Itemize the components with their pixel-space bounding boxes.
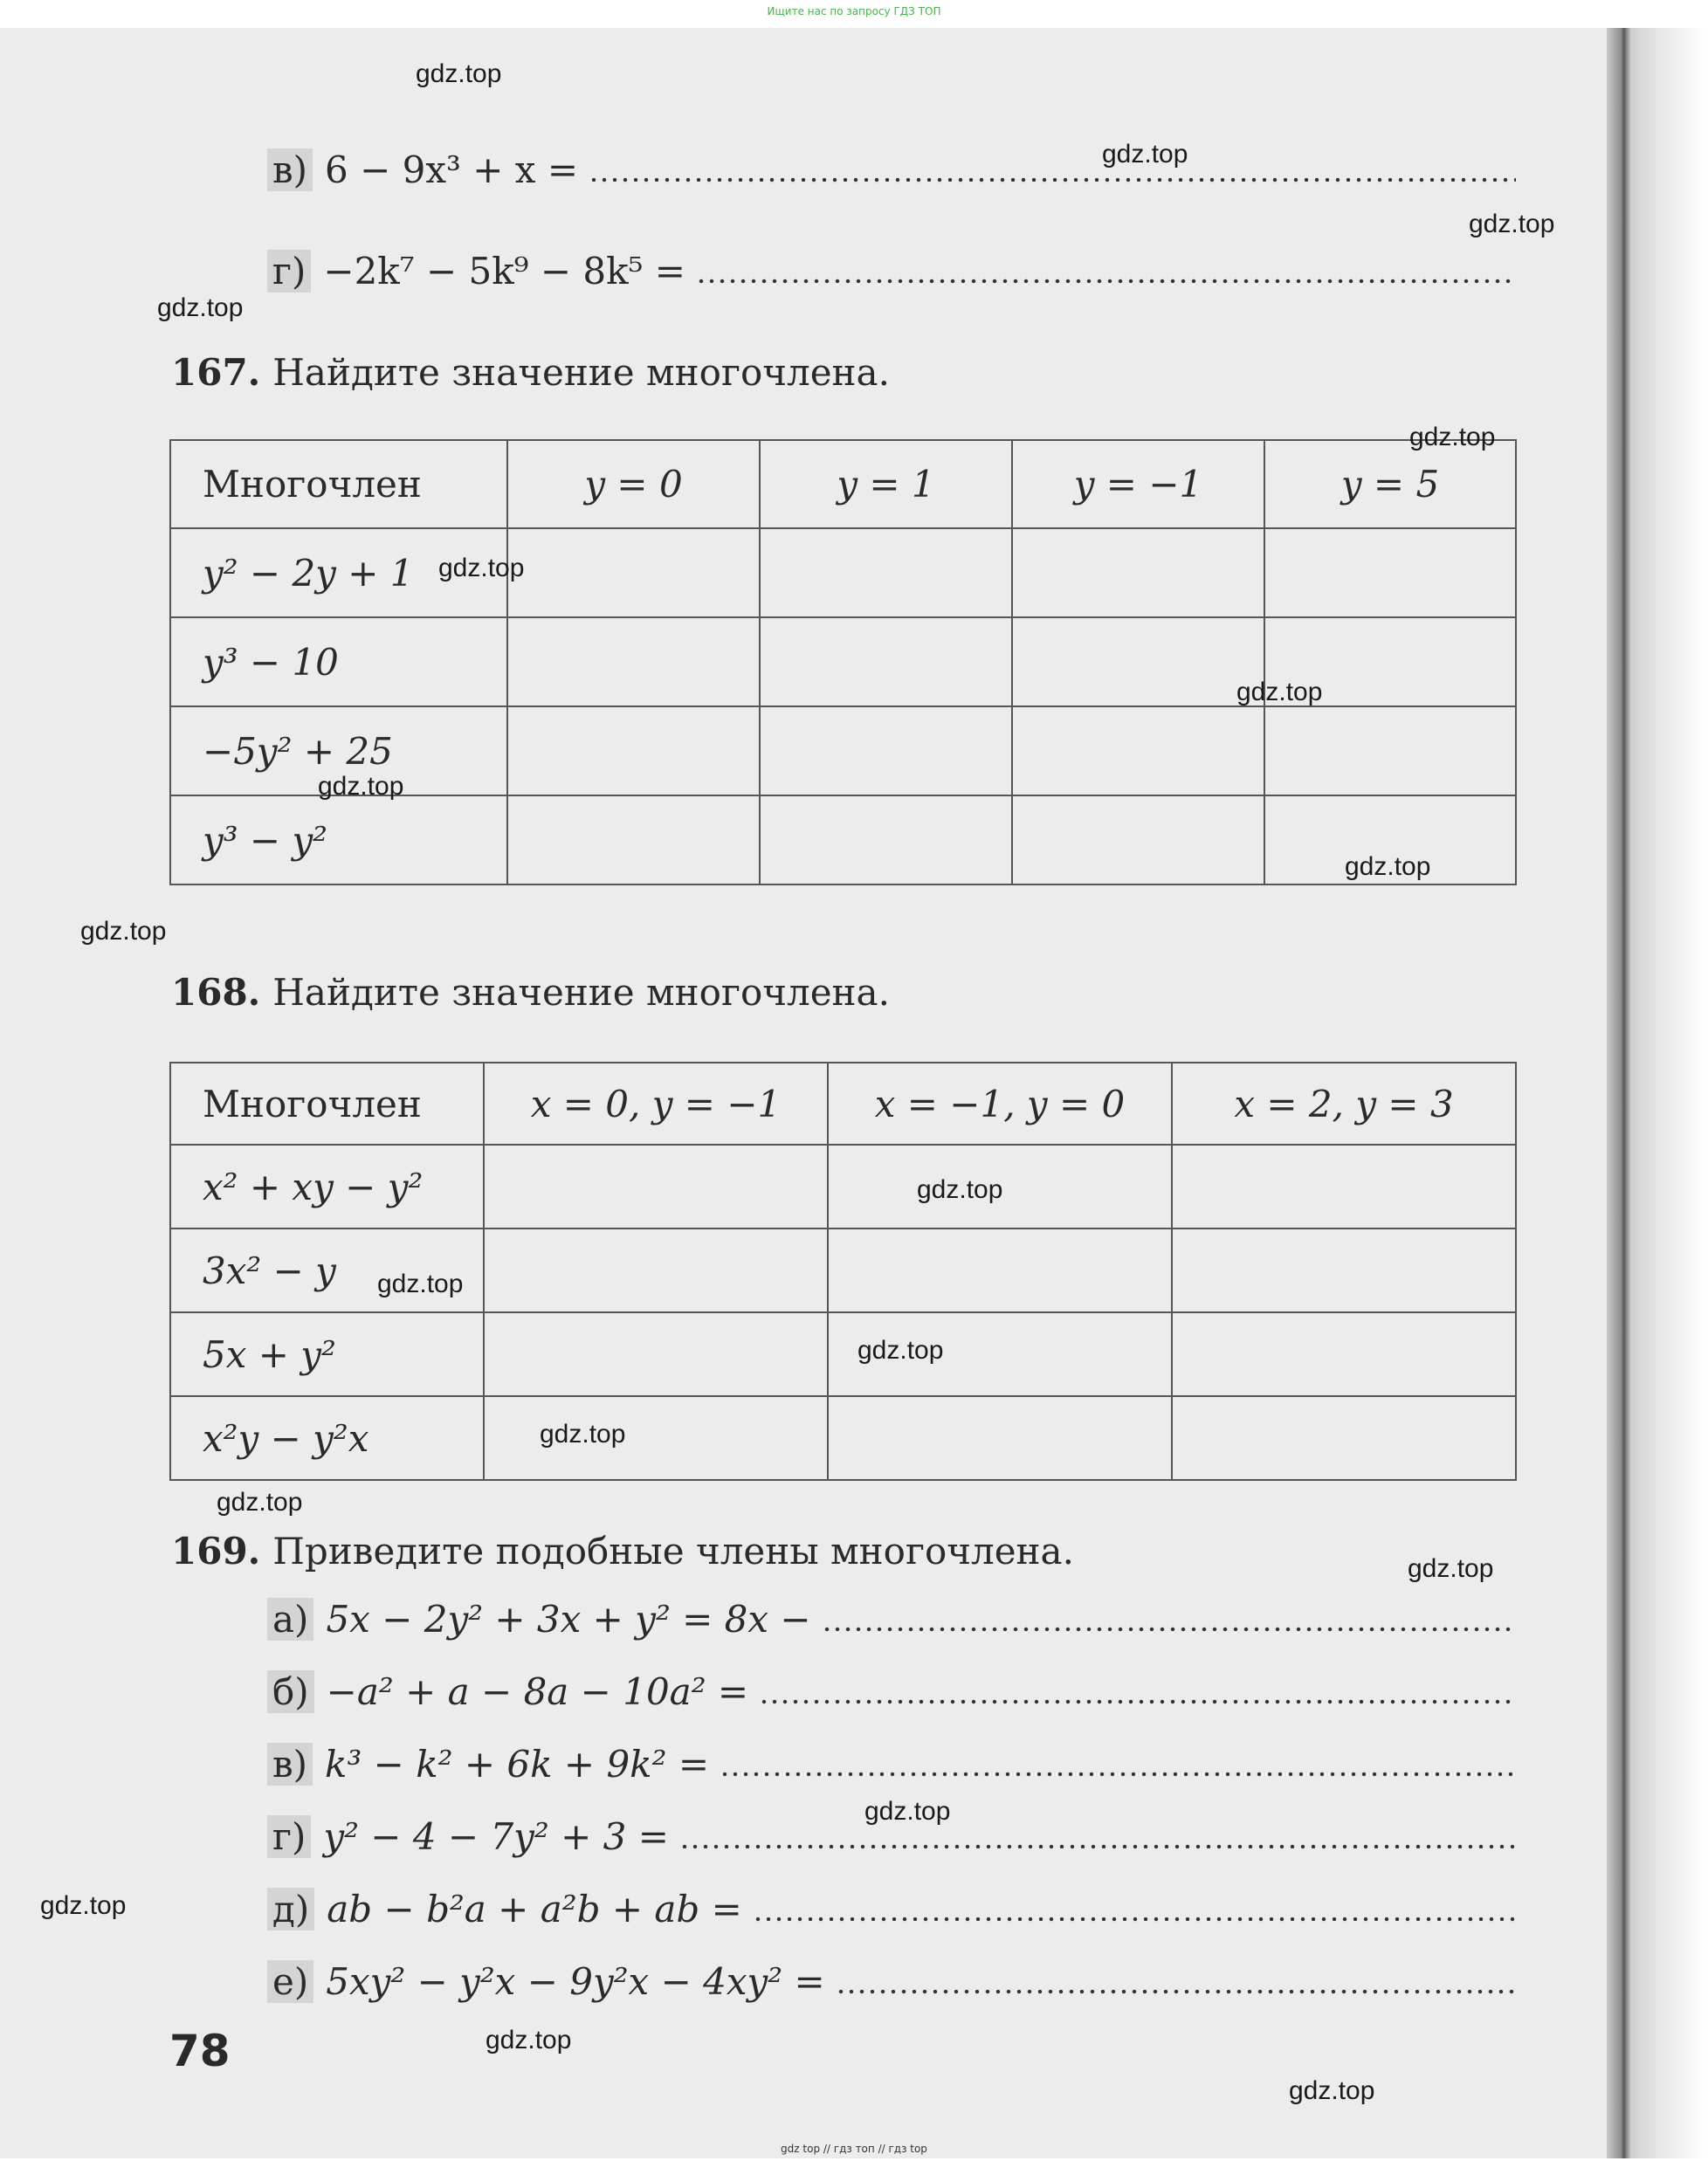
top-banner: Ищите нас по запросу ГДЗ ТОП — [767, 5, 941, 17]
header-cell: y = −1 — [1012, 440, 1264, 528]
item-label: г) — [267, 250, 311, 293]
watermark: gdz.top — [40, 1891, 127, 1920]
task-number: 167. — [171, 351, 261, 394]
task-number: 169. — [171, 1530, 261, 1573]
answer-cell[interactable] — [1264, 706, 1516, 795]
watermark: gdz.top — [1469, 210, 1555, 238]
answer-cell[interactable] — [484, 1145, 828, 1229]
watermark: gdz.top — [438, 554, 525, 582]
answer-cell[interactable] — [1012, 706, 1264, 795]
item-label: а) — [267, 1598, 313, 1641]
task-169-item-v — [267, 1743, 1516, 1786]
answer-cell[interactable] — [1172, 1396, 1516, 1480]
table-row — [170, 1229, 1516, 1312]
task-169-item-a — [267, 1598, 1516, 1641]
bottom-banner: gdz top // гдз топ // гдз top — [781, 2143, 927, 2155]
page-gutter — [1607, 28, 1708, 2158]
watermark: gdz.top — [80, 917, 167, 946]
answer-cell[interactable] — [1172, 1312, 1516, 1396]
item-label: в) — [267, 1743, 313, 1786]
item-expression: −a² + a − 8a − 10a² = — [326, 1670, 749, 1713]
polynomial-cell: 5x + y² — [170, 1312, 484, 1396]
item-expression: −2k⁷ − 5k⁹ − 8k⁵ = — [323, 250, 685, 293]
answer-cell[interactable] — [760, 528, 1012, 617]
table-header-row — [170, 1063, 1516, 1145]
answer-cell[interactable] — [1172, 1145, 1516, 1229]
item-expression: k³ − k² + 6k + 9k² = — [325, 1743, 710, 1786]
table-row — [170, 528, 1516, 617]
task-169-item-b — [267, 1670, 1516, 1713]
item-label: е) — [267, 1960, 313, 2003]
watermark: gdz.top — [157, 293, 244, 322]
task-text: Найдите значение многочлена. — [272, 971, 890, 1014]
table-row — [170, 1312, 1516, 1396]
item-expression: 5x − 2y² + 3x + y² = 8x − — [326, 1598, 811, 1641]
item-expression: ab − b²a + a²b + ab = — [327, 1888, 742, 1931]
watermark: gdz.top — [217, 1488, 303, 1517]
answer-cell[interactable] — [1012, 795, 1264, 884]
answer-cell[interactable] — [1012, 528, 1264, 617]
watermark: gdz.top — [1345, 852, 1431, 881]
header-cell: x = −1, y = 0 — [828, 1063, 1172, 1145]
answer-cell[interactable] — [507, 706, 760, 795]
polynomial-cell: −5y² + 25 — [170, 706, 507, 795]
answer-dots[interactable] — [720, 1772, 1516, 1777]
answer-dots — [589, 177, 1516, 182]
prev-item-v — [267, 148, 1516, 191]
task-167-heading — [171, 351, 890, 394]
answer-cell[interactable] — [484, 1312, 828, 1396]
header-cell: Многочлен — [170, 1063, 484, 1145]
task-number: 168. — [171, 971, 261, 1014]
polynomial-cell: x² + xy − y² — [170, 1145, 484, 1229]
polynomial-cell: y³ − y² — [170, 795, 507, 884]
task-169-heading — [171, 1530, 1074, 1573]
table-header-row — [170, 440, 1516, 528]
answer-cell[interactable] — [1012, 617, 1264, 706]
task-text: Приведите подобные члены многочлена. — [272, 1530, 1074, 1573]
answer-dots[interactable] — [836, 1989, 1516, 1994]
prev-item-g — [267, 250, 1516, 293]
answer-cell[interactable] — [1172, 1229, 1516, 1312]
polynomial-cell: y³ − 10 — [170, 617, 507, 706]
task-text: Найдите значение многочлена. — [272, 351, 890, 394]
watermark: gdz.top — [864, 1797, 951, 1826]
watermark: gdz.top — [486, 2026, 572, 2054]
task-168-heading — [171, 971, 890, 1014]
watermark: gdz.top — [1409, 423, 1496, 451]
answer-cell[interactable] — [507, 617, 760, 706]
answer-cell[interactable] — [507, 795, 760, 884]
answer-cell[interactable] — [828, 1229, 1172, 1312]
page-number: 78 — [169, 2026, 231, 2076]
header-cell: Многочлен — [170, 440, 507, 528]
answer-dots[interactable] — [679, 1844, 1516, 1849]
polynomial-cell: y² − 2y + 1 — [170, 528, 507, 617]
polynomial-cell: x²y − y²x — [170, 1396, 484, 1480]
table-row — [170, 1396, 1516, 1480]
task-169-item-e — [267, 1960, 1516, 2003]
item-label: г) — [267, 1815, 311, 1858]
answer-cell[interactable] — [828, 1396, 1172, 1480]
table-168 — [169, 1062, 1517, 1481]
item-expression: y² − 4 − 7y² + 3 = — [323, 1815, 669, 1858]
header-cell: x = 0, y = −1 — [484, 1063, 828, 1145]
watermark: gdz.top — [1102, 140, 1188, 169]
watermark: gdz.top — [1236, 678, 1323, 706]
watermark: gdz.top — [857, 1336, 944, 1365]
answer-cell[interactable] — [760, 795, 1012, 884]
item-label: д) — [267, 1888, 314, 1931]
table-167 — [169, 439, 1517, 885]
table-row — [170, 1145, 1516, 1229]
item-expression: 5xy² − y²x − 9y²x − 4xy² = — [326, 1960, 825, 2003]
watermark: gdz.top — [318, 772, 404, 801]
watermark: gdz.top — [540, 1420, 626, 1449]
answer-dots[interactable] — [759, 1699, 1516, 1704]
header-cell: x = 2, y = 3 — [1172, 1063, 1516, 1145]
answer-cell[interactable] — [1264, 528, 1516, 617]
answer-cell[interactable] — [507, 528, 760, 617]
table-row — [170, 795, 1516, 884]
item-label: б) — [267, 1670, 314, 1713]
answer-cell[interactable] — [760, 617, 1012, 706]
answer-cell[interactable] — [484, 1396, 828, 1480]
watermark: gdz.top — [416, 59, 502, 88]
item-expression: 6 − 9x³ + x = — [325, 148, 579, 191]
watermark: gdz.top — [1289, 2076, 1375, 2105]
watermark: gdz.top — [1408, 1554, 1494, 1583]
answer-cell[interactable] — [760, 706, 1012, 795]
answer-dots[interactable] — [822, 1627, 1516, 1632]
polynomial-cell: 3x² − y — [170, 1229, 484, 1312]
header-cell: y = 1 — [760, 440, 1012, 528]
answer-dots — [696, 279, 1516, 284]
answer-cell[interactable] — [484, 1229, 828, 1312]
watermark: gdz.top — [917, 1175, 1003, 1204]
item-label: в) — [267, 148, 313, 191]
watermark: gdz.top — [377, 1270, 464, 1298]
task-169-item-d — [267, 1888, 1516, 1931]
header-cell: y = 0 — [507, 440, 760, 528]
header-cell: y = 5 — [1264, 440, 1516, 528]
answer-dots[interactable] — [753, 1917, 1516, 1922]
